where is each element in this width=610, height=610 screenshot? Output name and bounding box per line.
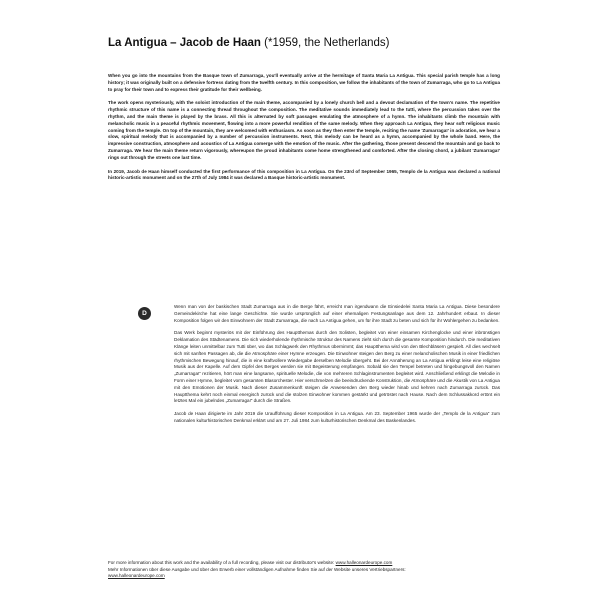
german-language-badge: D [138,307,151,320]
footer-german-text: Mehr Informationen über diese Ausgabe und über den Erwerb einer vollständigen Aufnahme finden Sie auf der Website unseres Vertriebspartners: [108,566,406,572]
footer-english-text: For more information about this work and the availability of a full recording, please visit our distributor's website: [108,560,336,565]
page-title [108,36,528,50]
english-paragraph-2: The work opens mysteriously, with the soloist introduction of the main theme, accompanied by a lonely church bell and a devout declamation of the town's name. The repetitive rhythmic structure of this name is a connecting thread throughout the composition. The meditative sounds immediately lead to the tutti, where the percussion takes over the rhythm, and the main theme is played by the brass. All this is alternated by soft passages emulating the atmosphere of a hymn. The inhabitants climb the mountain with melancholic music in a peaceful rhythmic movement, flowing into a more powerful rendition of the same melody. When they approach La Antigua, they hear soft religious music coming from the temple. On top of the mountain, they are welcomed with enthusiasm. As soon as they then enter the temple, reciting the name 'Zumarraga!' in adoration, we hear a slow, spiritual melody that is accompanied by a number of percussion instruments. Next, this melody can be heard as a hymn, accompanied by the whole band. Here, the impressive construction, atmosphere and acoustics of La Antigua comerge with the emotion of the music. After the gathering, those present descend the mountain and go back to Zumarraga. We hear the main theme return vigorously, whereupon the proud inhabitants come home strengthened and comforted. After the closing chord, a jubilant 'Zumarraga!' rings out through the streets one last time. [108,100,500,160]
distributor-link-english[interactable]: www.halleonardeurope.com [335,560,393,565]
english-section [108,73,500,189]
title-composer: La Antigua – Jacob de Haan [108,37,261,49]
german-paragraph-3: Jacob de Haan dirigierte im Jahr 2019 die Uraufführung dieser Komposition in La Antigua. Am 23. September 1965 wurde der „Templo de la Antigua“ zum nationalen kulturhistorischen Denkmal erklärt und am 27. Juli 1984 zum kulturhistorischen Denkmal des Baskenlandes. [174,411,500,423]
german-paragraph-1: Wenn man von der baskischen Stadt Zumarraga aus in die Berge fährt, erreicht man irgendwann die Einsiedelei Santa Maria La Antigua. Diese besondere Gemeindekirche hat eine lange Geschichte. Sie wurde ursprünglich auf einer ehemaligen Festungsanlage aus dem 12. Jahrhundert erbaut. In dieser Komposition folgen wir den Einwohnern der Stadt Zumarraga, die nach La Antigua gehen, um für ihre Stadt zu beten und sich für ihr Wohlergehen zu bedanken. [174,304,500,323]
title-birth-info: (*1959, the Netherlands) [264,37,390,49]
german-paragraph-2: Das Werk beginnt mysteriös mit der Einführung des Hauptthemas durch den Solisten, begleitet von einer einsamen Kirchenglocke und einer inbrünstigen Deklamation des Städtenamens. Die sich wiederholende rhythmische Struktur des Namens zieht sich durch die gesamte Komposition hindurch. Die meditativen Klänge leiten unmittelbar zum Tutti über, wo das Schlagwerk den Rhythmus übernimmt; das Hauptthema wird von den Blechbläsern gespielt. All dies wechselt sich mit sanften Passagen ab, die die Atmosphäre einer Hymne erzeugen. Die Einwohner steigen den Berg zu einer melancholischen Musik in einer friedlichen rhythmischen Bewegung hinauf, die in eine kraftvollere Wiedergabe derselben Melodie übergeht. Bei der Annäherung an La Antigua erklingt leise eine religiöse Musik aus der Kapelle. Auf dem Gipfel des Berges werden sie mit Begeisterung empfangen. Sobald sie den Tempel betreten und hingebungsvoll den Namen „Zumarraga!“ rezitieren, hört man eine langsame, spirituelle Melodie, die von mehreren Schlaginstrumenten begleitet wird. Anschließend erklingt die Melodie in Form einer Hymne, begleitet vom gesamten Blasorchester. Hier verschmelzen die beeindruckende Konstruktion, die Atmosphäre und die Akustik von La Antigua mit den Emotionen der Musik. Nach dieser Zusammenkunft steigen die Anwesenden den Berg wieder hinab und kehren nach Zumarraga zurück. Das Hauptthema kehrt noch einmal energisch zurück und die stolzen Einwohner kommen gestärkt und getröstet nach Hause. Nach dem Schlussakkord ertönt ein letztes Mal ein jubelndes „Zumarraga!“ durch die Straßen. [174,330,500,404]
english-paragraph-3: In 2019, Jacob de Haan himself conducted the first performance of this composition in La Antigua. On the 23rd of September 1965, Templo de la Antigua was declared a national historic-artistic monument and on the 27th of July 1984 it was declared a Basque historic-artistic monument. [108,168,500,181]
footer [108,560,508,580]
footer-german [108,567,508,580]
distributor-link-german[interactable]: www.halleonardeurope.com [108,573,165,579]
english-paragraph-1: When you go into the mountains from the Basque town of Zumarraga, you'll eventually arrive at the hermitage of Santa Maria La Antigua. This special parish temple has a long history; it was originally built on a defensive fortress dating from the twelfth century. In this composition, we follow the inhabitants of the town of Zumarraga, who go to La Antigua to pray for their town and to express their gratitude for their wellbeing. [108,73,500,92]
german-section [174,304,500,431]
footer-english [108,560,508,567]
